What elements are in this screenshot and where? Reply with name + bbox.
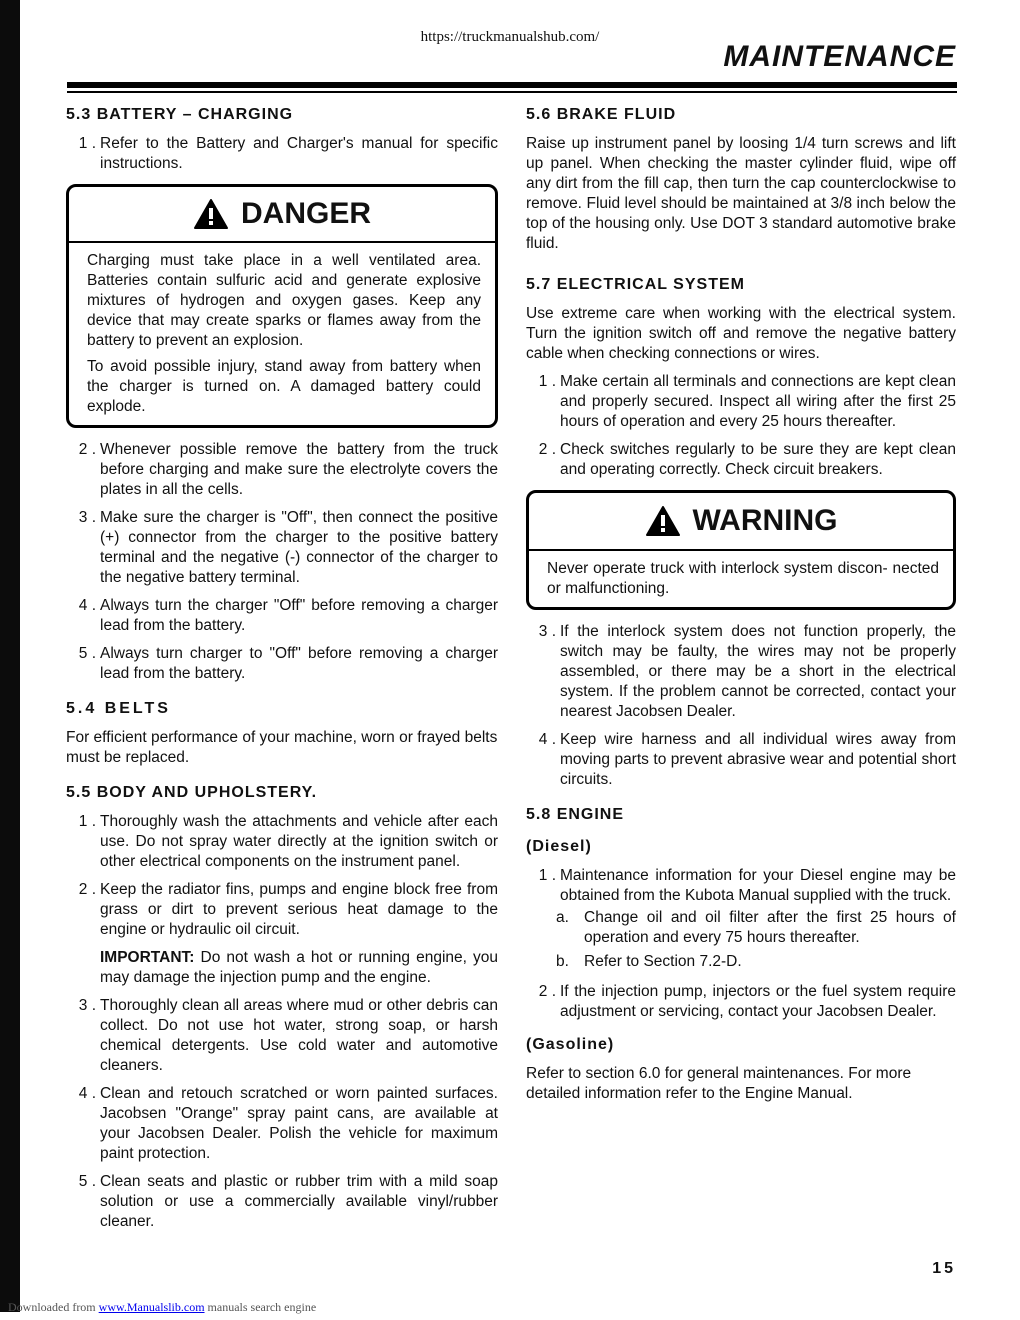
danger-label: DANGER (240, 197, 371, 230)
section-heading-electrical: 5.7 ELECTRICAL SYSTEM (526, 276, 745, 293)
list-item: 5 . Always turn charger to "Off" before removing a charger lead from the battery. (78, 645, 498, 682)
section-heading-belts: 5.4 BELTS (66, 700, 171, 717)
gasoline-subheading: (Gasoline) (526, 1036, 615, 1053)
list-item: 4 . Clean and retouch scratched or worn painted surfaces. Jacobsen "Orange" spray paint cans, are available at your Jacobsen Dealer. Polish the vehicle for maximum paint protection. (78, 1085, 498, 1162)
list-item: 2 . Check switches regularly to be sure they are kept clean and operating correctly. Check circuit breakers. (538, 441, 956, 478)
section-heading-brake: 5.6 BRAKE FLUID (526, 106, 677, 123)
electrical-text: Use extreme care when working with the electrical system. Turn the ignition switch off and remove the negative battery cable when checking connections or wires. (526, 305, 956, 362)
section-heading-engine: 5.8 ENGINE (526, 806, 625, 823)
source-url[interactable]: https://truckmanualshub.com/ (420, 29, 600, 45)
list-item: 1 . Refer to the Battery and Charger's manual for specific instructions. (78, 135, 498, 172)
list-item: 5 . Clean seats and plastic or rubber trim with a mild soap solution or use a commercially available vinyl/rubber cleaner. (78, 1173, 498, 1230)
brake-text: Raise up instrument panel by loosing 1/4 turn screws and lift up panel. When checking the master cylinder fluid, wipe off any dirt from the fill cap, then turn the cap counterclockwise to remove. Fluid level should be maintained at 3/8 inch below the top of the housing only. Use DOT 3 standard automotive brake fluid. (526, 135, 956, 252)
right-column (526, 106, 956, 1104)
warning-text: Never operate truck with interlock system discon- nected or malfunctioning. (547, 560, 939, 597)
list-item: 3 . Make sure the charger is "Off", then connect the positive (+) connector from the charger to the positive battery terminal and the negative (-) connector of the charger to the negative battery terminal. (78, 509, 498, 586)
danger-body (69, 243, 495, 425)
important-label: IMPORTANT: (100, 949, 195, 966)
list-item: 2 . Keep the radiator fins, pumps and engine block free from grass or dirt to prevent serious heat damage to the engine or hydraulic oil circuit. (78, 881, 498, 938)
header-rule-thin (67, 91, 957, 93)
list-item: 2 . Whenever possible remove the battery from the truck before charging and make sure the electrolyte covers the plates in all the cells. (78, 441, 498, 498)
warning-triangle-icon (645, 505, 681, 537)
section-heading-body: 5.5 BODY AND UPHOLSTERY. (66, 784, 318, 801)
download-footer: Downloaded from www.Manualslib.com manuals search engine (8, 1300, 317, 1314)
danger-header (69, 187, 495, 243)
list-item: 3 . Thoroughly clean all areas where mud or other debris can collect. Do not use hot water, strong soap, or harsh chemical detergents. Use cold water and automotive cleaners. (78, 997, 498, 1074)
gasoline-text: Refer to section 6.0 for general maintenances. For more detailed information refer to the Engine Manual. (526, 1065, 912, 1102)
warning-header (529, 493, 953, 551)
important-note (66, 948, 498, 988)
page-binding-edge (0, 0, 20, 1312)
sub-item: a. Change oil and oil filter after the first 25 hours of operation and every 75 hours thereafter. (556, 909, 956, 946)
list-item: 3 . If the interlock system does not function properly, the switch may be faulty, the wires may not be properly assembled, or there may be a short in the electrical system. If the problem cannot be corrected, contact your nearest Jacobsen Dealer. (538, 623, 956, 720)
sub-item: b. Refer to Section 7.2-D. (556, 953, 742, 970)
header-rule-thick (67, 82, 957, 88)
list-item: 4 . Keep wire harness and all individual wires away from moving parts to prevent abrasive wear and potential short circuits. (538, 731, 956, 788)
warning-triangle-icon (193, 198, 229, 230)
belts-text: For efficient performance of your machine, worn or frayed belts must be replaced. (66, 729, 498, 766)
page-header-title: MAINTENANCE (723, 40, 956, 73)
danger-box (66, 184, 498, 428)
diesel-subheading: (Diesel) (526, 838, 592, 855)
warning-label: WARNING (692, 504, 838, 537)
list-item: 2 . If the injection pump, injectors or the fuel system require adjustment or servicing, contact your Jacobsen Dealer. (538, 983, 956, 1020)
list-item: 1 . Make certain all terminals and connections are kept clean and properly secured. Inspect all wiring after the first 25 hours of operation and every 25 hours thereafter. (538, 373, 956, 430)
danger-text: Charging must take place in a well ventilated area. Batteries contain sulfuric acid and generate explosive mixtures of hydrogen and oxygen gases. Keep any device that may create sparks or flames away from the battery to prevent an explosion. (87, 252, 481, 349)
left-column (66, 106, 498, 1240)
danger-text: To avoid possible injury, stand away from battery when the charger is turned on. A damaged battery could explode. (87, 358, 481, 415)
manualslib-link[interactable]: www.Manualslib.com (98, 1300, 205, 1314)
important-text: Do not wash a hot or running engine, you may damage the injection pump and the engine. (100, 949, 498, 986)
list-item: 1 . Maintenance information for your Diesel engine may be obtained from the Kubota Manual supplied with the truck. (538, 867, 956, 904)
list-item: 4 . Always turn the charger "Off" before removing a charger lead from the battery. (78, 597, 498, 634)
warning-body (529, 551, 953, 607)
section-heading-battery: 5.3 BATTERY – CHARGING (66, 106, 294, 123)
page-number: 15 (932, 1260, 956, 1277)
list-item: 1 . Thoroughly wash the attachments and vehicle after each use. Do not spray water directly at the ignition switch or other electrical components on the instrument panel. (78, 813, 498, 870)
warning-box (526, 490, 956, 610)
